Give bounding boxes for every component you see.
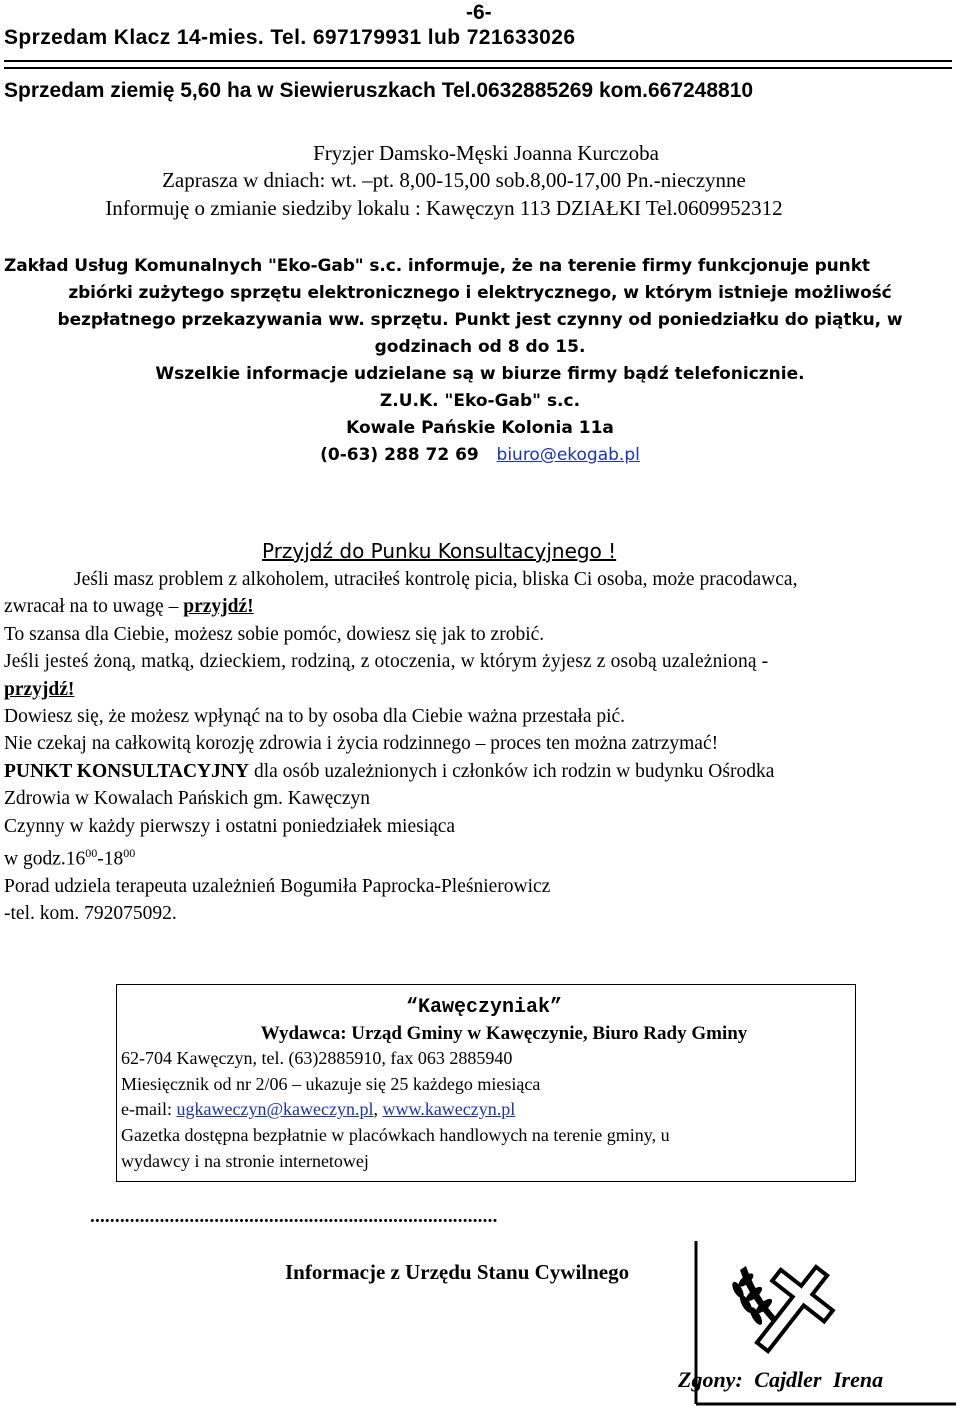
eko-line-1: Zakład Usług Komunalnych "Eko-Gab" s.c. informuje, że na terenie firmy funkcjonuje punkt	[4, 256, 870, 276]
consult-p1b-line	[4, 593, 958, 620]
consult-hours	[4, 840, 958, 873]
eko-contact	[0, 445, 960, 465]
consult-come-line	[4, 676, 958, 703]
imprint-box	[116, 984, 856, 1182]
consult-p6-rest: dla osób uzależnionych i członków ich rodzin w budynku Ośrodka	[253, 760, 775, 782]
double-separator	[4, 60, 952, 70]
consult-p5: Nie czekaj na całkowitą korozję zdrowia i życia rodzinnego – proces ten można zatrzymać!	[4, 733, 719, 755]
consult-p7: Czynny w każdy pierwszy i ostatni poniedziałek miesiąca	[4, 815, 456, 837]
imprint-web-sep: ,	[373, 1099, 378, 1120]
consult-heading: Przyjdź do Punku Konsultacyjnego !	[262, 539, 617, 563]
imprint-email-label: e-mail:	[121, 1099, 172, 1120]
imprint-schedule: Miesięcznik od nr 2/06 – ukazuje się 25 każdego miesiąca	[121, 1073, 541, 1094]
consult-p6b: Zdrowia w Kowalach Pańskich gm. Kawęczyn	[4, 788, 371, 810]
consult-body	[4, 566, 958, 928]
hours-mid: -18	[97, 848, 124, 870]
ad-land: Sprzedam ziemię 5,60 ha w Siewieruszkach Tel.0632885269 kom.667248810	[4, 79, 754, 102]
hours-sup-2: 00	[123, 846, 136, 861]
eko-phone: (0-63) 288 72 69	[320, 445, 479, 465]
imprint-publisher: Wydawca: Urząd Gminy w Kawęczynie, Biuro Rady Gminy	[260, 1022, 748, 1044]
eko-line-2: zbiórki zużytego sprzętu elektronicznego i elektrycznego, w którym istnieje możliwość	[68, 283, 892, 303]
ad-mare: Sprzedam Klacz 14-mies. Tel. 697179931 lub 721633026	[4, 26, 576, 49]
eko-line-7: Kowale Pańskie Kolonia 11a	[346, 418, 614, 438]
imprint-email-link[interactable]: ugkaweczyn@kaweczyn.pl	[176, 1099, 374, 1120]
imprint-web-link[interactable]: www.kaweczyn.pl	[382, 1099, 516, 1120]
hairdresser-line-2: Zaprasza w dniach: wt. –pt. 8,00-15,00 sob.8,00-17,00 Pn.-nieczynne	[162, 168, 746, 192]
hours-sup-1: 00	[85, 846, 98, 861]
eko-line-6: Z.U.K. "Eko-Gab" s.c.	[379, 391, 581, 411]
registry-title: Informacje z Urzędu Stanu Cywilnego	[285, 1260, 630, 1284]
imprint-availability-2: wydawcy i na stronie internetowej	[121, 1150, 369, 1171]
consult-p1b: zwracał na to uwagę –	[4, 596, 179, 618]
consult-p9: -tel. kom. 792075092.	[4, 903, 177, 925]
come-callout-2: przyjdź!	[4, 678, 75, 700]
imprint-title: “Kawęczyniak”	[405, 996, 563, 1019]
page-number: -6-	[466, 1, 492, 24]
imprint-address: 62-704 Kawęczyn, tel. (63)2885910, fax 063 2885940	[121, 1048, 513, 1069]
consult-p8: Porad udziela terapeuta uzależnień Bogumiła Paprocka-Pleśnierowicz	[4, 875, 551, 897]
imprint-availability-1: Gazetka dostępna bezpłatnie w placówkach handlowych na terenie gminy, u	[121, 1124, 670, 1145]
eko-line-4: godzinach od 8 do 15.	[374, 337, 586, 357]
consult-p1a: Jeśli masz problem z alkoholem, utraciłeś kontrolę picia, bliska Ci osoba, może pracodawca,	[74, 569, 798, 590]
consult-p2: To szansa dla Ciebie, możesz sobie pomóc, dowiesz się jak to zrobić.	[4, 623, 545, 645]
hours-prefix: w godz.16	[4, 848, 86, 870]
dotted-separator: ..................................................................................	[90, 1206, 498, 1227]
imprint-contact	[121, 1097, 847, 1123]
eko-line-3: bezpłatnego przekazywania ww. sprzętu. Punkt jest czynny od poniedziałku do piątku, w	[57, 310, 903, 330]
come-callout-1: przyjdź!	[183, 596, 254, 618]
cross-icon	[720, 1250, 840, 1370]
consult-p6-line	[4, 758, 958, 785]
eko-line-5: Wszelkie informacje udzielane są w biurze firmy bądź telefonicznie.	[155, 364, 805, 384]
hairdresser-line-1: Fryzjer Damsko-Męski Joanna Kurczoba	[313, 141, 659, 165]
deaths-line: Zgony: Cajdler Irena	[678, 1367, 884, 1392]
consult-p3: Jeśli jesteś żoną, matką, dzieckiem, rodziną, z otoczenia, w którym żyjesz z osobą uzależnioną -	[4, 651, 769, 673]
consult-p4: Dowiesz się, że możesz wpłynąć na to by osoba dla Ciebie ważna przestała pić.	[4, 706, 626, 728]
consult-p6-bold: PUNKT KONSULTACYJNY	[4, 760, 250, 782]
hairdresser-line-3: Informuję o zmianie siedziby lokalu : Kawęczyn 113 DZIAŁKI Tel.0609952312	[105, 196, 783, 220]
eko-email-link[interactable]: biuro@ekogab.pl	[496, 445, 640, 465]
